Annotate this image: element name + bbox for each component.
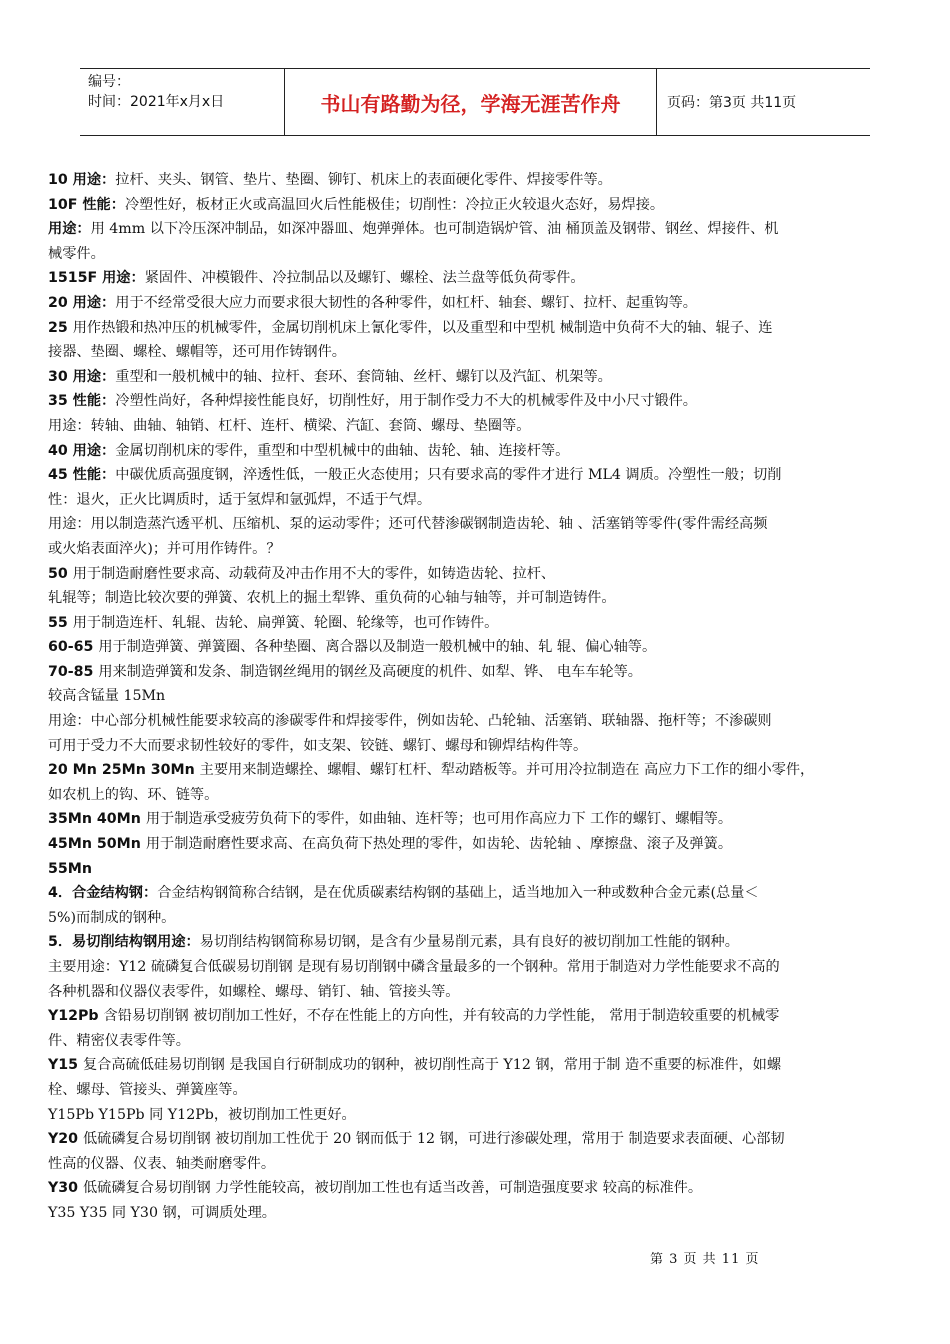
text-line bbox=[48, 930, 914, 955]
text-line bbox=[48, 832, 914, 857]
text-line bbox=[48, 906, 914, 931]
line-text: 低硫磷复合易切削钢 力学性能较高，被切削加工性也有适当改善，可制造强度要求 较高的标准件。 bbox=[82, 1180, 703, 1197]
line-lead: 45 性能： bbox=[48, 467, 116, 484]
line-text: 金属切削机床的零件，重型和中型机械中的曲轴、齿轮、轴、连接杆等。 bbox=[115, 442, 570, 459]
text-line bbox=[48, 1004, 914, 1029]
line-text: 用于制造连杆、轧辊、齿轮、扁弹簧、轮圈、轮缘等，也可作铸件。 bbox=[72, 614, 499, 631]
line-lead: 5．易切削结构钢用途： bbox=[48, 934, 200, 951]
line-text: 各种机器和仪器仪表零件，如螺栓、螺母、销钉、轴、管接头等。 bbox=[48, 983, 460, 1000]
line-text: 主要用来制造螺拴、螺帽、螺钉杠杆、犁动踏板等。并可用冷拉制造在 高应力下工作的细小零件， bbox=[199, 762, 815, 779]
text-line bbox=[48, 414, 914, 439]
line-text: 械零件。 bbox=[48, 245, 105, 262]
line-text: 冷塑性好，板材正火或高温回火后性能极佳；切削性：冷拉正火较退火态好，易焊接。 bbox=[124, 196, 665, 213]
text-line bbox=[48, 783, 914, 808]
line-lead: Y30 bbox=[48, 1180, 83, 1197]
document-number-label: 编号： bbox=[88, 74, 130, 90]
line-text: 易切削结构钢简称易切钢，是含有少量易削元素，具有良好的被切削加工性能的钢种。 bbox=[199, 934, 739, 951]
line-text: 合金结构钢简称合结钢，是在优质碳素结构钢的基础上，适当地加入一种或数种合金元素(总量＜ bbox=[157, 885, 759, 902]
line-text: 用于不经常受很大应力而要求很大韧性的各种零件，如杠杆、轴套、螺钉、拉杆、起重钩等。 bbox=[115, 294, 697, 311]
line-text: 用来制造弹簧和发条、制造钢丝绳用的钢丝及高硬度的机件、如犁、铧、 电车车轮等。 bbox=[98, 663, 642, 680]
line-lead: 35 性能： bbox=[48, 393, 116, 410]
line-text: 用于制造弹簧、弹簧圈、各种垫圈、离合器以及制造一般机械中的轴、轧 辊、偏心轴等。 bbox=[98, 639, 657, 656]
text-line bbox=[48, 955, 914, 980]
text-line bbox=[48, 488, 914, 513]
text-line bbox=[48, 168, 914, 193]
page-header bbox=[80, 68, 870, 136]
line-text: 较高含锰量 15Mn bbox=[48, 688, 166, 705]
line-lead: 40 用途： bbox=[48, 442, 116, 459]
line-text: Y35 Y35 同 Y30 钢，可调质处理。 bbox=[48, 1204, 276, 1221]
document-date-label: 时间：2021年x月x日 bbox=[88, 94, 225, 110]
line-text: 用于制造耐磨性要求高、在高负荷下热处理的零件，如齿轮、齿轮轴 、摩擦盘、滚子及弹簧。 bbox=[145, 836, 733, 853]
header-motto: 书山有路勤为径，学海无涯苦作舟 bbox=[285, 69, 657, 135]
text-line bbox=[48, 660, 914, 685]
line-lead: 30 用途： bbox=[48, 368, 116, 385]
text-line bbox=[48, 1103, 914, 1128]
line-text: 重型和一般机械中的轴、拉杆、套环、套筒轴、丝杆、螺钉以及汽缸、机架等。 bbox=[115, 368, 612, 385]
text-line bbox=[48, 537, 914, 562]
text-line bbox=[48, 709, 914, 734]
line-text: 拉杆、夹头、钢管、垫片、垫圈、铆钉、机床上的表面硬化零件、焊接零件等。 bbox=[115, 172, 612, 188]
line-text: 5%)而制成的钢种。 bbox=[48, 909, 176, 926]
line-text: 如农机上的钩、环、链等。 bbox=[48, 786, 219, 803]
line-lead: 25 bbox=[48, 319, 73, 336]
text-line bbox=[48, 463, 914, 488]
line-text: 性高的仪器、仪表、轴类耐磨零件。 bbox=[48, 1155, 276, 1172]
text-line bbox=[48, 611, 914, 636]
line-lead: Y20 bbox=[48, 1131, 83, 1148]
line-text: 用途：中心部分机械性能要求较高的渗碳零件和焊接零件，例如齿轮、凸轮轴、活塞销、联轴器、拖杆等；不渗碳则 bbox=[48, 713, 772, 730]
line-text: 用作热锻和热冲压的机械零件，金属切削机床上氰化零件，以及重型和中型机 械制造中负荷不大的轴、辊子、连 bbox=[72, 319, 773, 336]
text-line bbox=[48, 635, 914, 660]
line-lead: 45Mn 50Mn bbox=[48, 836, 146, 853]
line-lead: Y15 bbox=[48, 1057, 83, 1074]
header-page-number: 页码：第3页 共11页 bbox=[667, 95, 797, 111]
text-line bbox=[48, 734, 914, 759]
line-lead: 50 bbox=[48, 565, 73, 582]
text-line bbox=[48, 242, 914, 267]
page-footer: 第 3 页 共 11 页 bbox=[650, 1252, 760, 1267]
text-line bbox=[48, 1176, 914, 1201]
text-line bbox=[48, 316, 914, 341]
text-line bbox=[48, 266, 914, 291]
text-line bbox=[48, 340, 914, 365]
line-lead: 20 Mn 25Mn 30Mn bbox=[48, 762, 200, 779]
line-lead: 10F 性能： bbox=[48, 196, 125, 213]
line-text: 冷塑性尚好，各种焊接性能良好，切削性好，用于制作受力不大的机械零件及中小尺寸锻件。 bbox=[115, 393, 697, 410]
line-text: 复合高硫低硅易切削钢 是我国自行研制成功的钢种，被切削性高于 Y12 钢，常用于制 造不重要的标准件，如螺 bbox=[82, 1057, 782, 1074]
text-line bbox=[48, 586, 914, 611]
line-text: 接器、垫圈、螺栓、螺帽等，还可用作铸钢件。 bbox=[48, 344, 346, 361]
line-lead: 用途： bbox=[48, 221, 91, 238]
text-line bbox=[48, 439, 914, 464]
line-text: 含铅易切削钢 被切削加工性好，不存在性能上的方向性，并有较高的力学性能， 常用于制造较重要的机械零 bbox=[103, 1008, 780, 1025]
text-line bbox=[48, 512, 914, 537]
line-text: 主要用途：Y12 硫磷复合低碳易切削钢 是现有易切削钢中磷含量最多的一个钢种。常用于制造对力学性能要求不高的 bbox=[48, 959, 780, 975]
document-body bbox=[48, 168, 914, 1226]
text-line bbox=[48, 1029, 914, 1054]
text-line bbox=[48, 562, 914, 587]
text-line bbox=[48, 1127, 914, 1152]
text-line bbox=[48, 193, 914, 218]
line-text: 栓、螺母、管接头、弹簧座等。 bbox=[48, 1081, 247, 1098]
line-lead: 55Mn bbox=[48, 860, 92, 877]
text-line bbox=[48, 758, 914, 783]
line-lead: 60-65 bbox=[48, 639, 99, 656]
line-text: 件、精密仪表零件等。 bbox=[48, 1032, 190, 1049]
line-text: 用于制造耐磨性要求高、动载荷及冲击作用不大的零件，如铸造齿轮、拉杆、 bbox=[72, 565, 556, 582]
line-lead: Y12Pb bbox=[48, 1008, 104, 1025]
text-line bbox=[48, 1201, 914, 1226]
text-line bbox=[48, 807, 914, 832]
line-text: 用途：用以制造蒸汽透平机、压缩机、泵的运动零件；还可代替渗碳钢制造齿轮、轴 、活塞销等零件(零件需经高频 bbox=[48, 516, 768, 533]
line-text: 性：退火，正火比调质时，适于氢焊和氩弧焊，不适于气焊。 bbox=[48, 491, 432, 508]
line-text: 轧辊等；制造比较次要的弹簧、农机上的掘土犁铧、重负荷的心轴与轴等，并可制造铸件。 bbox=[48, 590, 616, 607]
header-info bbox=[80, 69, 285, 135]
text-line bbox=[48, 1053, 914, 1078]
line-lead: 20 用途： bbox=[48, 294, 116, 311]
line-lead: 10 用途： bbox=[48, 172, 116, 188]
text-line bbox=[48, 857, 914, 882]
text-line bbox=[48, 1078, 914, 1103]
line-lead: 35Mn 40Mn bbox=[48, 811, 146, 828]
line-text: 紧固件、冲模锻件、冷拉制品以及螺钉、螺栓、法兰盘等低负荷零件。 bbox=[144, 270, 585, 287]
line-lead: 4．合金结构钢： bbox=[48, 885, 158, 902]
line-text: 用 4mm 以下冷压深冲制品，如深冲器皿、炮弹弹体。也可制造锅炉管、油 桶顶盖及钢带、钢丝、焊接件、机 bbox=[90, 221, 779, 238]
text-line bbox=[48, 980, 914, 1005]
line-text: 低硫磷复合易切削钢 被切削加工性优于 20 钢而低于 12 钢，可进行渗碳处理，常用于 制造要求表面硬、心部韧 bbox=[82, 1131, 785, 1148]
text-line bbox=[48, 365, 914, 390]
line-lead: 1515F 用途： bbox=[48, 270, 145, 287]
line-text: 中碳优质高强度钢，淬透性低，一般正火态使用；只有要求高的零件才进行 ML4 调质。冷塑性一般；切削 bbox=[115, 467, 782, 484]
line-text: 用途：转轴、曲轴、轴销、杠杆、连杆、横梁、汽缸、套筒、螺母、垫圈等。 bbox=[48, 417, 531, 434]
text-line bbox=[48, 291, 914, 316]
line-text: Y15Pb Y15Pb 同 Y12Pb，被切削加工性更好。 bbox=[48, 1106, 356, 1123]
text-line bbox=[48, 217, 914, 242]
text-line bbox=[48, 881, 914, 906]
line-text: 用于制造承受疲劳负荷下的零件，如曲轴、连杆等；也可用作高应力下 工作的螺钉、螺帽等。 bbox=[145, 811, 733, 828]
line-text: 或火焰表面淬火)；并可用作铸件。？ bbox=[48, 540, 281, 557]
text-line bbox=[48, 1152, 914, 1177]
text-line bbox=[48, 684, 914, 709]
line-text: 可用于受力不大而要求韧性较好的零件，如支架、铰链、螺钉、螺母和铆焊结构件等。 bbox=[48, 737, 588, 754]
text-line bbox=[48, 389, 914, 414]
line-lead: 70-85 bbox=[48, 663, 99, 680]
line-lead: 55 bbox=[48, 614, 73, 631]
